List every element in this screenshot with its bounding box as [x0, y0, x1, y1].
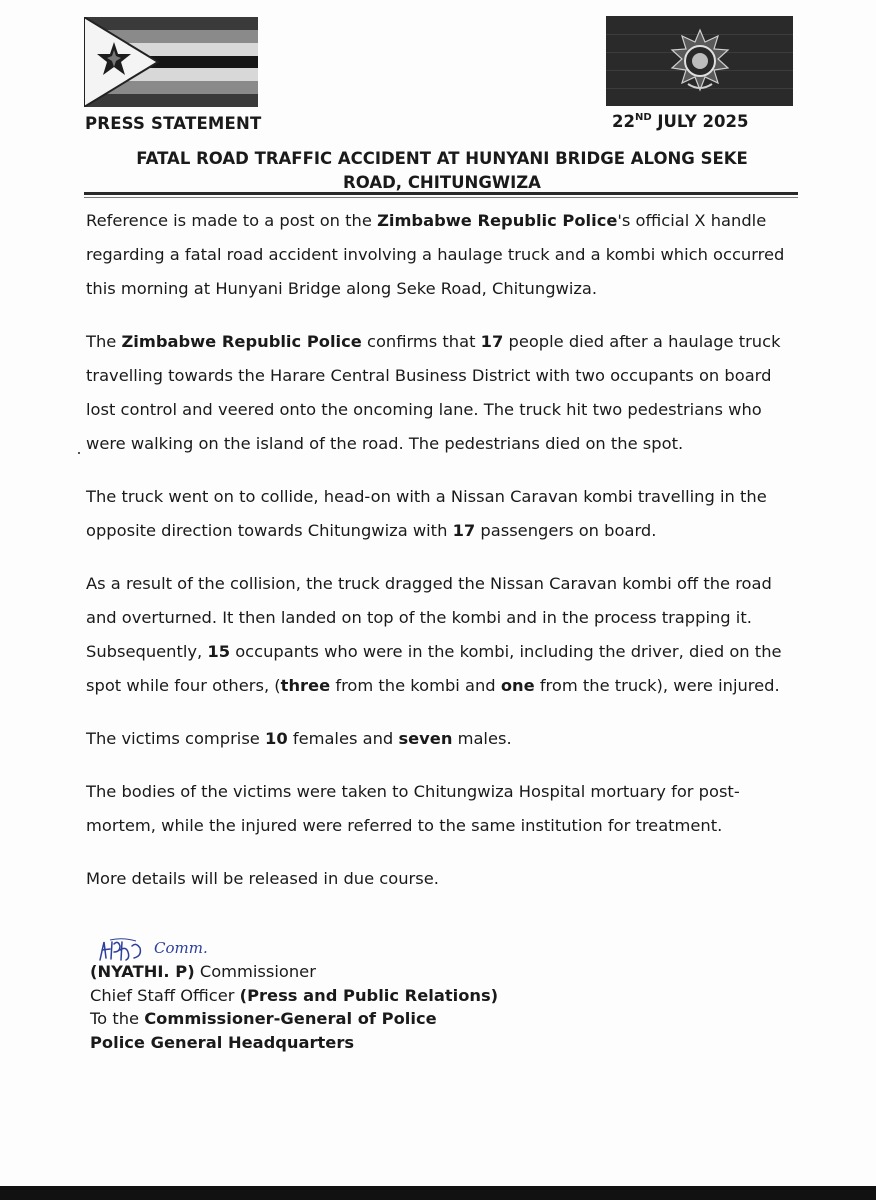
police-emblem: [606, 16, 793, 106]
paragraph-mortuary: The bodies of the victims were taken to Chitungwiza Hospital mortuary for post-mortem, while the injured were referred to the same institution for treatment.: [86, 782, 740, 835]
statement-headline: [84, 147, 800, 195]
headline-line-1: FATAL ROAD TRAFFIC ACCIDENT AT HUNYANI BRIDGE ALONG SEKE: [136, 149, 748, 168]
signature-block: [90, 960, 498, 1054]
press-statement-label: PRESS STATEMENT: [85, 114, 262, 133]
headline-line-2: ROAD, CHITUNGWIZA: [343, 173, 541, 192]
zimbabwe-flag-icon: [84, 17, 258, 107]
signatory-addressee: To the Commissioner-General of Police: [90, 1009, 437, 1028]
svg-text:Comm.: Comm.: [154, 939, 208, 957]
headline-rule-thin: [84, 197, 798, 198]
paragraph-collision: The truck went on to collide, head-on with a Nissan Caravan kombi travelling in the opposite direction towards Chitungwiza with 17 passengers on board.: [86, 487, 767, 540]
paragraph-closing: More details will be released in due course.: [86, 869, 439, 888]
scan-speck: [78, 452, 80, 454]
scan-bottom-edge: [0, 1186, 876, 1200]
paragraph-confirmation: The Zimbabwe Republic Police confirms that 17 people died after a haulage truck travelling towards the Harare Central Business District with two occupants on board lost control and veered onto the oncoming lane. The truck hit two pedestrians who were walking on the island of the road. The pedestrians died on the spot.: [86, 332, 781, 453]
signatory-position: Chief Staff Officer (Press and Public Relations): [90, 985, 499, 1005]
paragraph-victims: The victims comprise 10 females and seven males.: [86, 729, 512, 748]
statement-date: 22ND JULY 2025: [612, 112, 749, 131]
signatory-name: (NYATHI. P) Commissioner: [90, 962, 316, 981]
statement-body: [86, 204, 798, 915]
paragraph-result: As a result of the collision, the truck dragged the Nissan Caravan kombi off the road and overturned. It then landed on top of the kombi and in the process trapping it. Subsequently, 15 occupants who were in the kombi, including the driver, died on the spot while four others, (three from the kombi and one from the truck), were injured.: [86, 574, 782, 695]
police-crest-icon: [666, 28, 734, 96]
signatory-headquarters: Police General Headquarters: [90, 1032, 355, 1052]
headline-rule: [84, 192, 798, 195]
paragraph-reference: Reference is made to a post on the Zimbabwe Republic Police's official X handle regarding a fatal road accident involving a haulage truck and a kombi which occurred this morning at Hunyani Bridge along Seke Road, Chitungwiza.: [86, 211, 785, 298]
